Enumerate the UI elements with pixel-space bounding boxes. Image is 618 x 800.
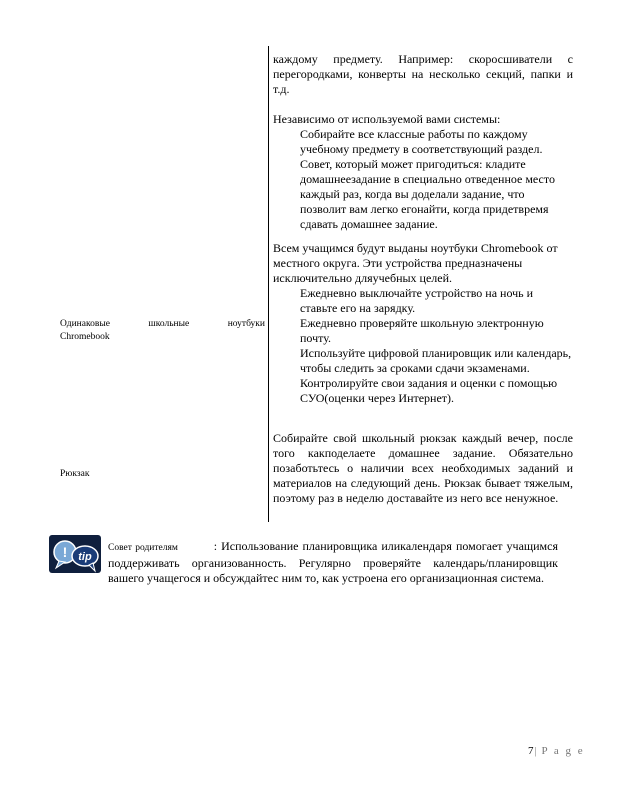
list-item: Ежедневно выключайте устройство на ночь и ставьте его на зарядку. bbox=[300, 286, 534, 315]
bullet-list bbox=[273, 127, 573, 232]
label-word: школьные bbox=[148, 319, 190, 329]
list-item: Совет, который может пригодиться: кладите домашнеезадание в специально отведенное место каждый раз, когда вы доделали задание, что позволит вам легко егонайти, когда придетвремя сдавать домашнее задание. bbox=[300, 157, 555, 231]
list-item: Собирайте все классные работы по каждому учебному предмету в соответствующий раздел. bbox=[300, 127, 543, 156]
row-2-content bbox=[273, 241, 573, 406]
paragraph: каждому предмету. Например: скоросшиватели с перегородками, конверты на несколько секций, папки и т.д. bbox=[273, 52, 573, 96]
page-label: P a g e bbox=[541, 745, 585, 757]
row-label-chromebook bbox=[60, 318, 265, 344]
label-word: Рюкзак bbox=[60, 469, 90, 479]
label-word: Одинаковые bbox=[60, 319, 110, 329]
label-word: ноутбуки bbox=[227, 319, 265, 329]
tip-text bbox=[108, 539, 558, 586]
row-label-backpack bbox=[60, 468, 265, 481]
page-footer bbox=[528, 745, 585, 757]
list-item: Ежедневно проверяйте школьную электронную почту. bbox=[300, 316, 544, 345]
tip-body: : Использование планировщика иликалендаря помогает учащимся поддерживать организованность. Регулярно проверяйте календарь/планировщик вашего учащегося и обсуждайтес ним то, как устроена его организационная система. bbox=[108, 539, 558, 585]
list-item: Контролируйте свои задания и оценки с помощью СУО(оценки через Интернет). bbox=[300, 376, 558, 405]
tip-icon bbox=[49, 535, 101, 573]
paragraph: Независимо от используемой вами системы: bbox=[273, 112, 501, 126]
bullet-list bbox=[273, 286, 573, 406]
row-3-content bbox=[273, 431, 573, 506]
svg-text:!: ! bbox=[62, 544, 68, 560]
page-number: 7 bbox=[528, 745, 535, 757]
tip-label: Совет родителям bbox=[108, 543, 178, 553]
list-item: Используйте цифровой планировщик или календарь, чтобы следить за сроками сдачи экзаменами. bbox=[300, 346, 572, 375]
paragraph: Всем учащимся будут выданы ноутбуки Chromebook от местного округа. Эти устройства предназначены исключительно дляучебных целей. bbox=[273, 241, 558, 285]
footer-separator: | bbox=[534, 745, 538, 757]
row-1-content bbox=[273, 52, 573, 97]
tip-icon-label: tip bbox=[78, 551, 92, 563]
paragraph: Собирайте свой школьный рюкзак каждый вечер, после того какподелаете домашнее задание. Обязательно позаботьтесь о наличии всех необходимых заданий и материалов на следующий день. Рюкзак бывает тяжелым, поэтому раз в неделю доставайте из него все ненужное. bbox=[273, 431, 573, 505]
label-word: Chromebook bbox=[60, 332, 110, 342]
speech-bubbles-icon bbox=[49, 535, 101, 573]
table-divider bbox=[268, 46, 269, 522]
row-1-content-b bbox=[273, 112, 573, 232]
